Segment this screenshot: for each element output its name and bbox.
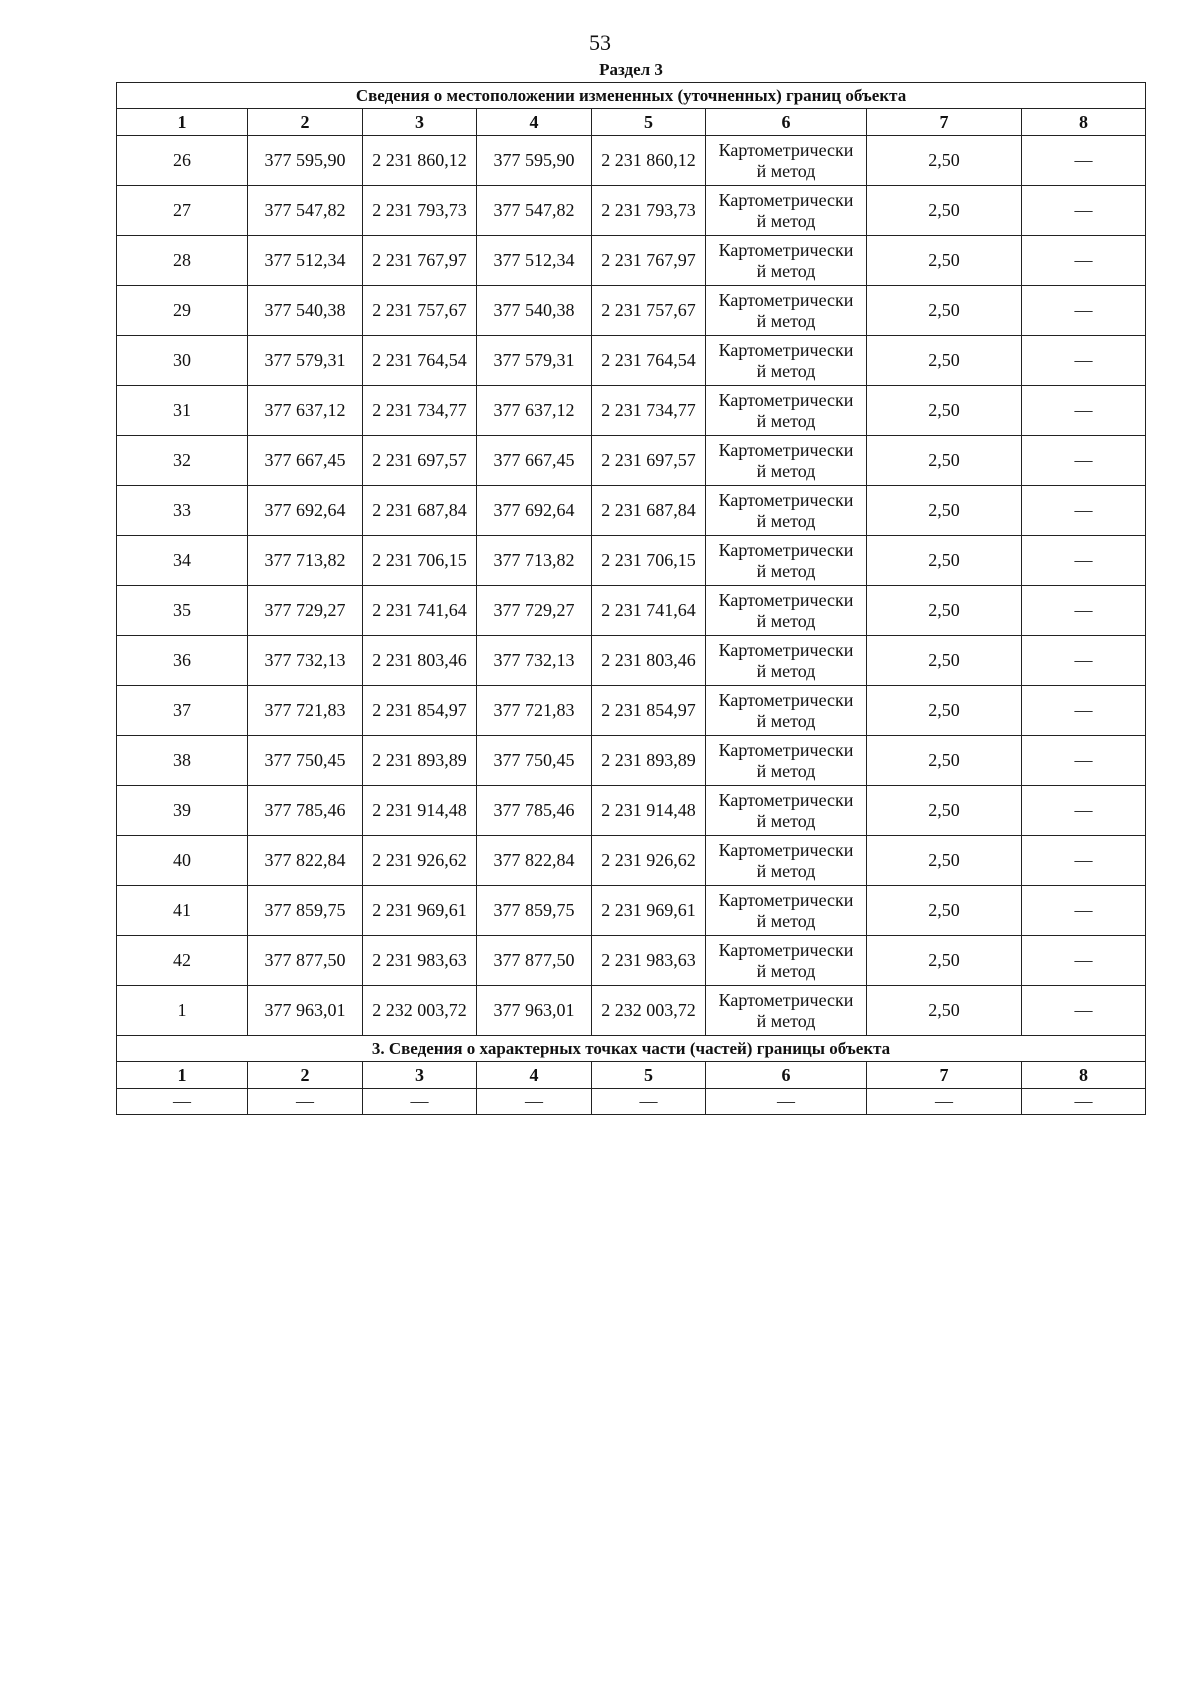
method-line: й метод bbox=[756, 860, 816, 881]
method-cell bbox=[706, 886, 867, 936]
y-old-cell: 2 231 757,67 bbox=[363, 286, 477, 336]
x-old-cell: 377 667,45 bbox=[248, 436, 363, 486]
note-cell: — bbox=[1022, 936, 1146, 986]
accuracy-cell: 2,50 bbox=[867, 786, 1022, 836]
y-old-cell: 2 231 926,62 bbox=[363, 836, 477, 886]
x-new-cell: 377 785,46 bbox=[477, 786, 592, 836]
method-line: й метод bbox=[756, 1010, 816, 1031]
x-new-cell: 377 729,27 bbox=[477, 586, 592, 636]
parts-column-header: 3 bbox=[363, 1062, 477, 1089]
accuracy-cell: 2,50 bbox=[867, 886, 1022, 936]
y-new-cell: 2 231 764,54 bbox=[592, 336, 706, 386]
y-new-cell: 2 231 914,48 bbox=[592, 786, 706, 836]
method-cell bbox=[706, 986, 867, 1036]
table-row bbox=[117, 536, 1146, 586]
column-header: 2 bbox=[248, 109, 363, 136]
method-cell bbox=[706, 436, 867, 486]
parts-column-number-row bbox=[117, 1062, 1146, 1089]
method-cell bbox=[706, 586, 867, 636]
note-cell: — bbox=[1022, 586, 1146, 636]
method-line: й метод bbox=[756, 960, 816, 981]
table-row bbox=[117, 736, 1146, 786]
accuracy-cell: 2,50 bbox=[867, 586, 1022, 636]
table-row bbox=[117, 586, 1146, 636]
section-title: Раздел 3 bbox=[599, 60, 663, 79]
x-new-cell: 377 547,82 bbox=[477, 186, 592, 236]
method-line: й метод bbox=[756, 460, 816, 481]
method-cell bbox=[706, 186, 867, 236]
y-new-cell: 2 231 860,12 bbox=[592, 136, 706, 186]
table-row bbox=[117, 186, 1146, 236]
method-line: й метод bbox=[756, 310, 816, 331]
method-cell bbox=[706, 536, 867, 586]
parts-section-title-row bbox=[117, 1036, 1146, 1062]
x-old-cell: 377 713,82 bbox=[248, 536, 363, 586]
x-new-cell: 377 579,31 bbox=[477, 336, 592, 386]
accuracy-cell: 2,50 bbox=[867, 436, 1022, 486]
y-new-cell: 2 231 757,67 bbox=[592, 286, 706, 336]
y-old-cell: 2 231 914,48 bbox=[363, 786, 477, 836]
y-new-cell: 2 231 803,46 bbox=[592, 636, 706, 686]
note-cell: — bbox=[1022, 536, 1146, 586]
accuracy-cell: 2,50 bbox=[867, 686, 1022, 736]
x-new-cell: 377 732,13 bbox=[477, 636, 592, 686]
method-line: й метод bbox=[756, 560, 816, 581]
table-row bbox=[117, 286, 1146, 336]
y-new-cell: 2 232 003,72 bbox=[592, 986, 706, 1036]
y-old-cell: 2 231 860,12 bbox=[363, 136, 477, 186]
table-row bbox=[117, 636, 1146, 686]
method-cell bbox=[706, 486, 867, 536]
method-cell bbox=[706, 336, 867, 386]
x-old-cell: 377 750,45 bbox=[248, 736, 363, 786]
x-new-cell: 377 512,34 bbox=[477, 236, 592, 286]
y-new-cell: 2 231 767,97 bbox=[592, 236, 706, 286]
method-cell bbox=[706, 736, 867, 786]
note-cell: — bbox=[1022, 286, 1146, 336]
note-cell: — bbox=[1022, 486, 1146, 536]
table-row bbox=[117, 936, 1146, 986]
accuracy-cell: 2,50 bbox=[867, 936, 1022, 986]
x-new-cell: 377 877,50 bbox=[477, 936, 592, 986]
method-line: й метод bbox=[756, 360, 816, 381]
x-old-cell: 377 512,34 bbox=[248, 236, 363, 286]
method-cell bbox=[706, 936, 867, 986]
point-cell: 42 bbox=[117, 936, 248, 986]
parts-column-header: 7 bbox=[867, 1062, 1022, 1089]
y-old-cell: 2 231 803,46 bbox=[363, 636, 477, 686]
x-old-cell: 377 540,38 bbox=[248, 286, 363, 336]
y-old-cell: 2 231 983,63 bbox=[363, 936, 477, 986]
note-cell: — bbox=[1022, 336, 1146, 386]
y-new-cell: 2 231 793,73 bbox=[592, 186, 706, 236]
column-header: 3 bbox=[363, 109, 477, 136]
note-cell: — bbox=[1022, 436, 1146, 486]
parts-empty-cell: — bbox=[363, 1089, 477, 1115]
point-cell: 26 bbox=[117, 136, 248, 186]
y-old-cell: 2 231 793,73 bbox=[363, 186, 477, 236]
point-cell: 31 bbox=[117, 386, 248, 436]
method-line: Картометрически bbox=[718, 189, 854, 210]
y-new-cell: 2 231 854,97 bbox=[592, 686, 706, 736]
y-old-cell: 2 231 969,61 bbox=[363, 886, 477, 936]
point-cell: 37 bbox=[117, 686, 248, 736]
method-cell bbox=[706, 636, 867, 686]
column-header: 7 bbox=[867, 109, 1022, 136]
point-cell: 28 bbox=[117, 236, 248, 286]
note-cell: — bbox=[1022, 686, 1146, 736]
method-line: й метод bbox=[756, 160, 816, 181]
page-number: 53 bbox=[589, 30, 611, 55]
method-line: й метод bbox=[756, 260, 816, 281]
parts-column-header: 5 bbox=[592, 1062, 706, 1089]
y-new-cell: 2 231 734,77 bbox=[592, 386, 706, 436]
x-old-cell: 377 595,90 bbox=[248, 136, 363, 186]
method-line: Картометрически bbox=[718, 139, 854, 160]
y-old-cell: 2 231 706,15 bbox=[363, 536, 477, 586]
accuracy-cell: 2,50 bbox=[867, 736, 1022, 786]
point-cell: 33 bbox=[117, 486, 248, 536]
accuracy-cell: 2,50 bbox=[867, 986, 1022, 1036]
accuracy-cell: 2,50 bbox=[867, 386, 1022, 436]
method-line: Картометрически bbox=[718, 239, 854, 260]
method-line: Картометрически bbox=[718, 739, 854, 760]
table-caption-row bbox=[117, 83, 1146, 109]
method-cell bbox=[706, 386, 867, 436]
y-new-cell: 2 231 741,64 bbox=[592, 586, 706, 636]
table-row bbox=[117, 136, 1146, 186]
accuracy-cell: 2,50 bbox=[867, 836, 1022, 886]
parts-empty-cell: — bbox=[248, 1089, 363, 1115]
point-cell: 39 bbox=[117, 786, 248, 836]
x-old-cell: 377 732,13 bbox=[248, 636, 363, 686]
x-old-cell: 377 877,50 bbox=[248, 936, 363, 986]
parts-empty-cell: — bbox=[867, 1089, 1022, 1115]
x-new-cell: 377 637,12 bbox=[477, 386, 592, 436]
table-row bbox=[117, 336, 1146, 386]
y-old-cell: 2 231 697,57 bbox=[363, 436, 477, 486]
method-line: Картометрически bbox=[718, 989, 854, 1010]
note-cell: — bbox=[1022, 836, 1146, 886]
method-line: й метод bbox=[756, 710, 816, 731]
method-line: Картометрически bbox=[718, 589, 854, 610]
y-new-cell: 2 231 706,15 bbox=[592, 536, 706, 586]
x-new-cell: 377 713,82 bbox=[477, 536, 592, 586]
note-cell: — bbox=[1022, 136, 1146, 186]
method-cell bbox=[706, 786, 867, 836]
point-cell: 29 bbox=[117, 286, 248, 336]
y-old-cell: 2 231 734,77 bbox=[363, 386, 477, 436]
method-line: Картометрически bbox=[718, 389, 854, 410]
column-number-row bbox=[117, 109, 1146, 136]
note-cell: — bbox=[1022, 636, 1146, 686]
note-cell: — bbox=[1022, 236, 1146, 286]
parts-empty-cell: — bbox=[592, 1089, 706, 1115]
x-new-cell: 377 721,83 bbox=[477, 686, 592, 736]
x-old-cell: 377 547,82 bbox=[248, 186, 363, 236]
y-old-cell: 2 231 687,84 bbox=[363, 486, 477, 536]
accuracy-cell: 2,50 bbox=[867, 186, 1022, 236]
method-line: Картометрически bbox=[718, 689, 854, 710]
column-header: 8 bbox=[1022, 109, 1146, 136]
x-old-cell: 377 785,46 bbox=[248, 786, 363, 836]
method-line: Картометрически bbox=[718, 939, 854, 960]
y-new-cell: 2 231 697,57 bbox=[592, 436, 706, 486]
method-line: Картометрически bbox=[718, 339, 854, 360]
x-old-cell: 377 637,12 bbox=[248, 386, 363, 436]
point-cell: 41 bbox=[117, 886, 248, 936]
column-header: 4 bbox=[477, 109, 592, 136]
method-line: Картометрически bbox=[718, 489, 854, 510]
y-old-cell: 2 231 741,64 bbox=[363, 586, 477, 636]
y-new-cell: 2 231 687,84 bbox=[592, 486, 706, 536]
point-cell: 40 bbox=[117, 836, 248, 886]
x-old-cell: 377 963,01 bbox=[248, 986, 363, 1036]
y-new-cell: 2 231 983,63 bbox=[592, 936, 706, 986]
method-line: Картометрически bbox=[718, 889, 854, 910]
method-line: й метод bbox=[756, 610, 816, 631]
method-line: й метод bbox=[756, 210, 816, 231]
method-line: Картометрически bbox=[718, 789, 854, 810]
method-line: Картометрически bbox=[718, 539, 854, 560]
x-new-cell: 377 595,90 bbox=[477, 136, 592, 186]
method-line: Картометрически bbox=[718, 639, 854, 660]
parts-column-header: 1 bbox=[117, 1062, 248, 1089]
method-line: й метод bbox=[756, 760, 816, 781]
x-new-cell: 377 963,01 bbox=[477, 986, 592, 1036]
method-cell bbox=[706, 286, 867, 336]
y-old-cell: 2 231 893,89 bbox=[363, 736, 477, 786]
x-old-cell: 377 721,83 bbox=[248, 686, 363, 736]
point-cell: 1 bbox=[117, 986, 248, 1036]
accuracy-cell: 2,50 bbox=[867, 336, 1022, 386]
point-cell: 30 bbox=[117, 336, 248, 386]
x-new-cell: 377 692,64 bbox=[477, 486, 592, 536]
parts-section-title: 3. Сведения о характерных точках части (частей) границы объекта bbox=[117, 1036, 1146, 1062]
method-line: Картометрически bbox=[718, 839, 854, 860]
table-row bbox=[117, 836, 1146, 886]
boundary-coordinates-table bbox=[116, 82, 1146, 1115]
method-cell bbox=[706, 836, 867, 886]
y-old-cell: 2 231 854,97 bbox=[363, 686, 477, 736]
column-header: 1 bbox=[117, 109, 248, 136]
table-row bbox=[117, 236, 1146, 286]
method-line: й метод bbox=[756, 660, 816, 681]
table-row bbox=[117, 686, 1146, 736]
point-cell: 34 bbox=[117, 536, 248, 586]
x-old-cell: 377 579,31 bbox=[248, 336, 363, 386]
note-cell: — bbox=[1022, 386, 1146, 436]
y-old-cell: 2 231 764,54 bbox=[363, 336, 477, 386]
table-row bbox=[117, 486, 1146, 536]
accuracy-cell: 2,50 bbox=[867, 236, 1022, 286]
parts-column-header: 2 bbox=[248, 1062, 363, 1089]
accuracy-cell: 2,50 bbox=[867, 536, 1022, 586]
x-old-cell: 377 822,84 bbox=[248, 836, 363, 886]
accuracy-cell: 2,50 bbox=[867, 286, 1022, 336]
note-cell: — bbox=[1022, 886, 1146, 936]
note-cell: — bbox=[1022, 736, 1146, 786]
y-new-cell: 2 231 893,89 bbox=[592, 736, 706, 786]
table-body bbox=[117, 83, 1146, 1115]
accuracy-cell: 2,50 bbox=[867, 486, 1022, 536]
x-new-cell: 377 750,45 bbox=[477, 736, 592, 786]
x-old-cell: 377 729,27 bbox=[248, 586, 363, 636]
parts-empty-cell: — bbox=[477, 1089, 592, 1115]
x-old-cell: 377 859,75 bbox=[248, 886, 363, 936]
table-row bbox=[117, 436, 1146, 486]
parts-empty-cell: — bbox=[117, 1089, 248, 1115]
column-header: 6 bbox=[706, 109, 867, 136]
x-new-cell: 377 540,38 bbox=[477, 286, 592, 336]
x-new-cell: 377 667,45 bbox=[477, 436, 592, 486]
table-row bbox=[117, 886, 1146, 936]
method-cell bbox=[706, 136, 867, 186]
point-cell: 27 bbox=[117, 186, 248, 236]
note-cell: — bbox=[1022, 186, 1146, 236]
x-old-cell: 377 692,64 bbox=[248, 486, 363, 536]
method-cell bbox=[706, 686, 867, 736]
point-cell: 36 bbox=[117, 636, 248, 686]
accuracy-cell: 2,50 bbox=[867, 136, 1022, 186]
y-new-cell: 2 231 969,61 bbox=[592, 886, 706, 936]
column-header: 5 bbox=[592, 109, 706, 136]
parts-empty-cell: — bbox=[1022, 1089, 1146, 1115]
parts-empty-cell: — bbox=[706, 1089, 867, 1115]
y-new-cell: 2 231 926,62 bbox=[592, 836, 706, 886]
method-line: й метод bbox=[756, 810, 816, 831]
point-cell: 38 bbox=[117, 736, 248, 786]
table-caption: Сведения о местоположении измененных (уточненных) границ объекта bbox=[117, 83, 1146, 109]
table-row bbox=[117, 386, 1146, 436]
x-new-cell: 377 859,75 bbox=[477, 886, 592, 936]
parts-empty-row bbox=[117, 1089, 1146, 1115]
note-cell: — bbox=[1022, 986, 1146, 1036]
table-row bbox=[117, 986, 1146, 1036]
note-cell: — bbox=[1022, 786, 1146, 836]
method-line: й метод bbox=[756, 510, 816, 531]
accuracy-cell: 2,50 bbox=[867, 636, 1022, 686]
parts-column-header: 4 bbox=[477, 1062, 592, 1089]
method-cell bbox=[706, 236, 867, 286]
method-line: Картометрически bbox=[718, 439, 854, 460]
point-cell: 32 bbox=[117, 436, 248, 486]
method-line: й метод bbox=[756, 410, 816, 431]
parts-column-header: 6 bbox=[706, 1062, 867, 1089]
parts-column-header: 8 bbox=[1022, 1062, 1146, 1089]
point-cell: 35 bbox=[117, 586, 248, 636]
method-line: Картометрически bbox=[718, 289, 854, 310]
method-line: й метод bbox=[756, 910, 816, 931]
table-row bbox=[117, 786, 1146, 836]
y-old-cell: 2 231 767,97 bbox=[363, 236, 477, 286]
y-old-cell: 2 232 003,72 bbox=[363, 986, 477, 1036]
x-new-cell: 377 822,84 bbox=[477, 836, 592, 886]
